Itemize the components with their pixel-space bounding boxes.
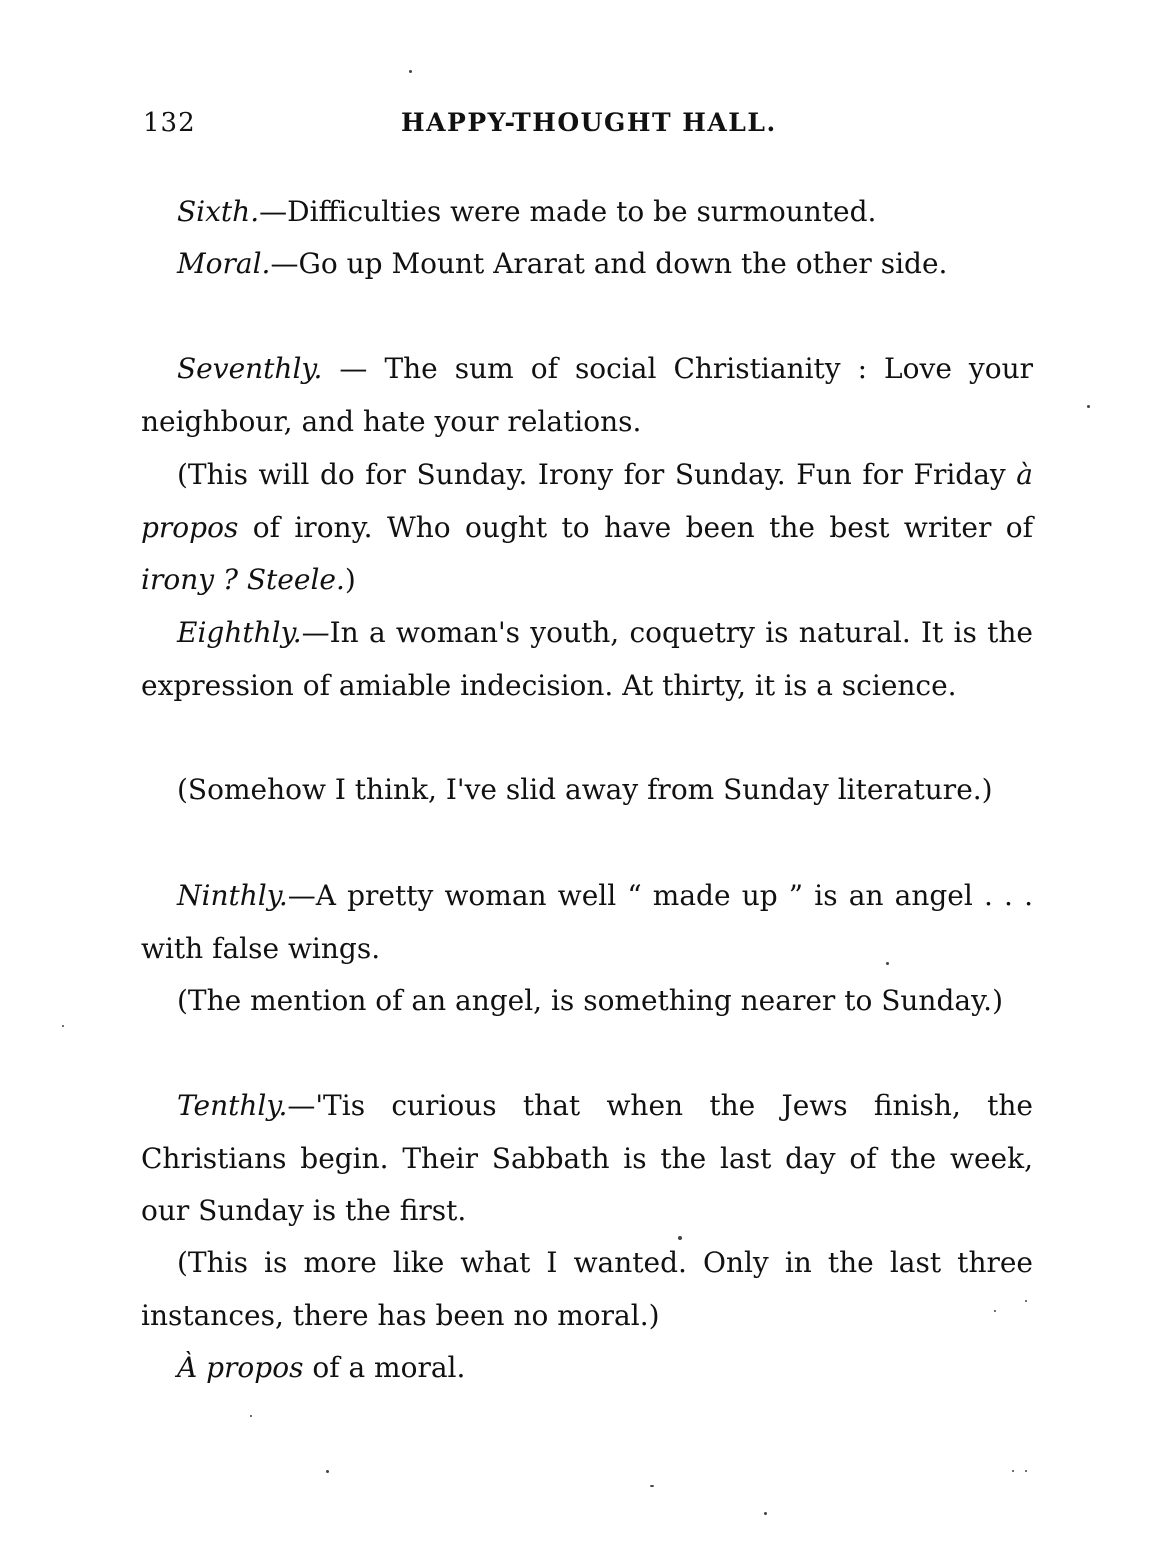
paragraph-text: )	[344, 563, 356, 596]
scan-speck	[250, 1415, 252, 1417]
paragraph-italic: irony ?	[141, 563, 238, 596]
paragraph-label: Tenthly.	[177, 1089, 288, 1122]
scan-speck	[650, 1485, 654, 1487]
page-title: HAPPY-THOUGHT HALL.	[401, 108, 777, 137]
scan-speck	[886, 962, 889, 965]
scan-speck	[764, 1512, 767, 1515]
paragraph-italic: Steele.	[246, 563, 345, 596]
scan-speck	[1025, 1470, 1027, 1472]
paragraph-seventhly	[141, 343, 1033, 448]
paragraph-label: Seventhly.	[177, 352, 323, 385]
paragraph-label: Eighthly.	[177, 616, 302, 649]
scan-speck	[1087, 405, 1090, 408]
paragraph-tenthly	[141, 1080, 1033, 1238]
paragraph-label: Moral.	[177, 247, 271, 280]
paragraph-label: À propos	[177, 1351, 304, 1384]
paragraph-text: —Go up Mount Ararat and down the other side.	[270, 247, 948, 280]
paragraph-somehow-aside	[141, 764, 1033, 817]
paragraph-ninthly	[141, 870, 1033, 975]
paragraph-text: (The mention of an angel, is something nearer to Sunday.)	[177, 984, 1003, 1017]
paragraph-text: of irony. Who ought to have been the best writer of	[238, 510, 1033, 544]
paragraph-text: —Difficulties were made to be surmounted.	[259, 195, 877, 228]
page-number: 132	[143, 108, 196, 138]
paragraph-text: — The sum of social Christianity : Love your neighbour, and hate your relations.	[141, 352, 1033, 438]
paragraph-irony-aside	[141, 449, 1033, 607]
paragraph-label: Sixth.	[177, 195, 260, 228]
paragraph-text: of a moral.	[303, 1351, 466, 1384]
paragraph-sixth	[141, 186, 1033, 239]
paragraph-text: (Somehow I think, I've slid away from Sunday literature.)	[177, 773, 993, 806]
scan-speck	[326, 1470, 329, 1473]
paragraph-eighthly	[141, 607, 1033, 712]
paragraph-text: (This will do for Sunday. Irony for Sunday. Fun for Friday	[177, 458, 1017, 491]
paragraph-apropos-moral	[141, 1342, 1033, 1395]
paragraph-wanted-aside	[141, 1237, 1033, 1342]
paragraph-text	[238, 563, 247, 596]
scan-speck	[678, 1236, 682, 1240]
scan-speck	[62, 1025, 64, 1027]
paragraph-italic: à propos	[141, 458, 1033, 544]
paragraph-text: —'Tis curious that when the Jews finish, the Christians begin. Their Sabbath is the last day of the week, our Sunday is the first.	[141, 1089, 1033, 1227]
running-head	[143, 108, 1033, 148]
paragraph-text: (This is more like what I wanted. Only in the last three instances, there has been no moral.)	[141, 1246, 1033, 1332]
scan-speck	[994, 1310, 996, 1312]
scan-speck	[409, 70, 412, 73]
paragraph-text: —In a woman's youth, coquetry is natural. It is the expression of amiable indecision. At thirty, it is a science.	[141, 616, 1033, 702]
paragraph-label: Ninthly.	[177, 879, 288, 912]
scan-speck	[1012, 1470, 1014, 1472]
paragraph-angel-aside	[141, 975, 1033, 1028]
paragraph-moral	[141, 238, 1033, 291]
scan-speck	[1025, 1300, 1027, 1302]
paragraph-text: —A pretty woman well “ made up ” is an angel . . . with false wings.	[141, 879, 1033, 965]
